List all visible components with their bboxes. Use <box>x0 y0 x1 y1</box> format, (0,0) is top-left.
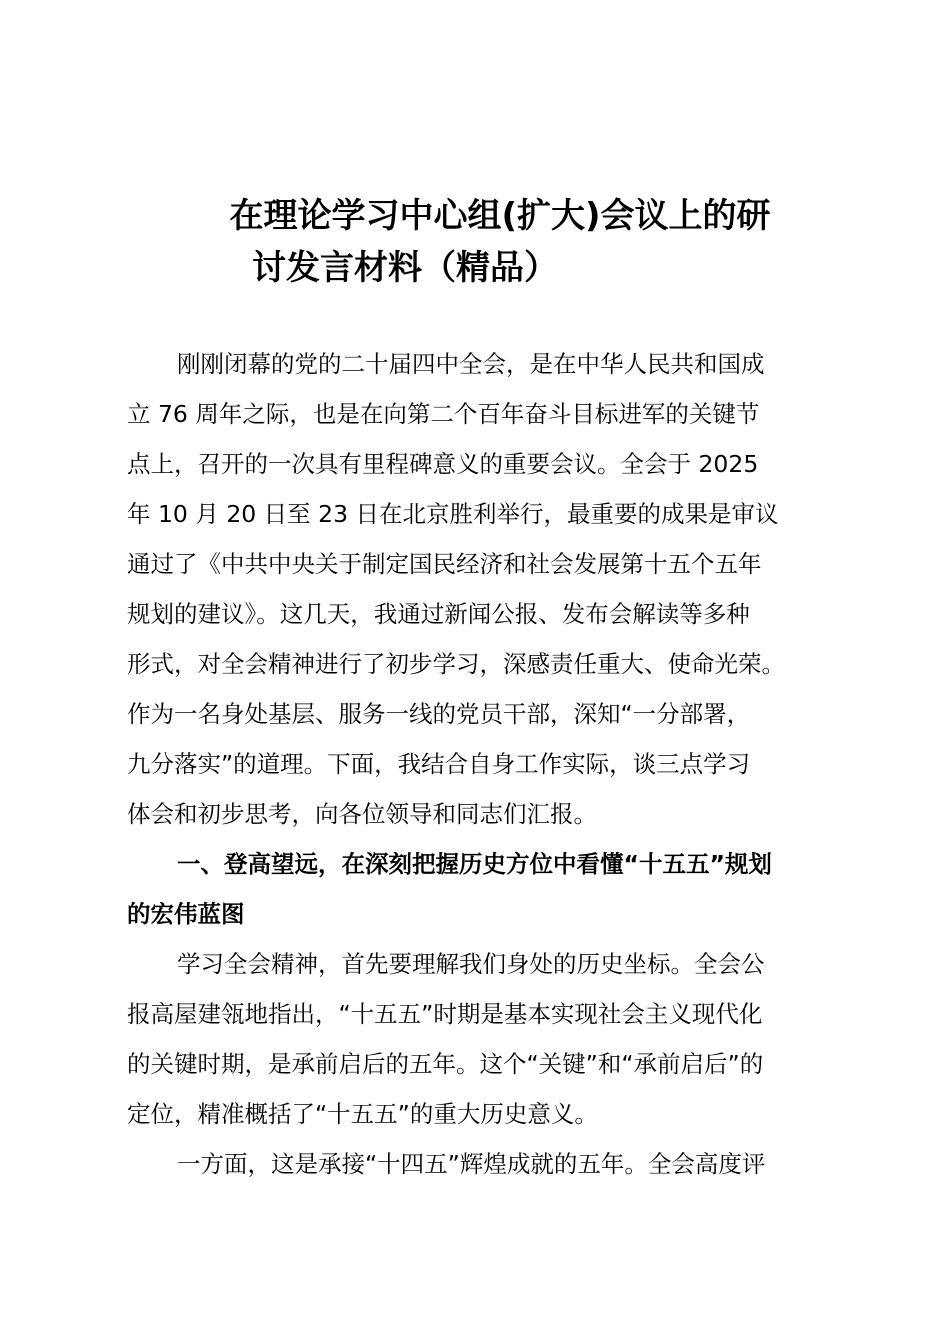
paragraph <box>127 1139 827 1189</box>
text-line: 的关键时期，是承前启后的五年。这个“关键”和“承前启后”的 <box>127 1050 764 1078</box>
text-line: 体会和初步思考，向各位领导和同志们汇报。 <box>127 800 597 828</box>
text-line: 立 76 周年之际，也是在向第二个百年奋斗目标进军的关键节 <box>127 400 760 428</box>
paragraph <box>127 339 827 839</box>
paragraph <box>127 939 827 1139</box>
text-line: 规划的建议》。这几天，我通过新闻公报、发布会解读等多种 <box>127 600 750 628</box>
text-line: 点上，召开的一次具有里程碑意义的重要会议。全会于 2025 <box>127 450 759 478</box>
text-line: 学习全会精神，首先要理解我们身处的历史坐标。全会公 <box>177 950 765 978</box>
text-line: 刚刚闭幕的党的二十届四中全会，是在中华人民共和国成 <box>177 350 765 378</box>
text-line: 九分落实”的道理。下面，我结合自身工作实际，谈三点学习 <box>127 750 751 778</box>
title-line: 在理论学习中心组(扩大)会议上的研 <box>229 196 771 236</box>
text-line: 通过了《中共中央关于制定国民经济和社会发展第十五个五年 <box>127 550 762 578</box>
text-line: 年 10 月 20 日至 23 日在北京胜利举行，最重要的成果是审议 <box>127 500 779 528</box>
text-line: 作为一名身处基层、服务一线的党员干部，深知“一分部署， <box>127 700 751 728</box>
text-line: 一、登高望远，在深刻把握历史方位中看懂“十五五”规划 <box>177 850 772 878</box>
text-line: 一方面，这是承接“十四五”辉煌成就的五年。全会高度评 <box>177 1150 766 1178</box>
text-line: 报高屋建瓴地指出，“十五五”时期是基本实现社会主义现代化 <box>127 1000 763 1028</box>
title-line: 讨发言材料（精品） <box>252 248 558 288</box>
section-heading <box>127 839 827 939</box>
document-title <box>0 190 950 294</box>
text-line: 的宏伟蓝图 <box>127 900 245 928</box>
document-body <box>127 339 827 1189</box>
text-line: 定位，精准概括了“十五五”的重大历史意义。 <box>127 1100 598 1128</box>
text-line: 形式，对全会精神进行了初步学习，深感责任重大、使命光荣。 <box>127 650 785 678</box>
